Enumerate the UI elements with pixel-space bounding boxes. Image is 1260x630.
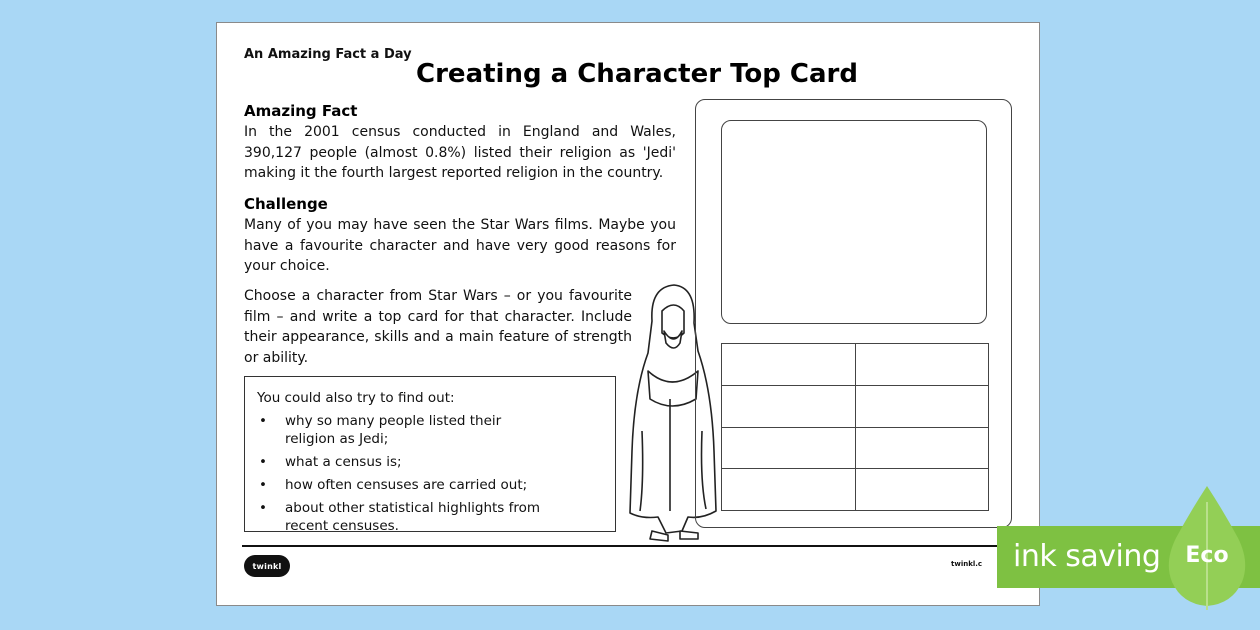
list-item-text: why so many people listed their religion as Jedi; bbox=[285, 413, 502, 447]
footer-url: twinkl.c bbox=[951, 560, 983, 568]
list-item bbox=[257, 476, 555, 494]
series-label: An Amazing Fact a Day bbox=[244, 47, 412, 62]
bullet-glyph: • bbox=[259, 500, 267, 516]
list-item-text: what a census is; bbox=[285, 454, 402, 470]
stat-cell[interactable] bbox=[855, 344, 989, 386]
bullet-glyph: • bbox=[259, 454, 267, 470]
list-item-text: about other statistical highlights from recent censuses. bbox=[285, 500, 541, 534]
stat-cell[interactable] bbox=[722, 385, 856, 427]
amazing-fact-text: In the 2001 census conducted in England and Wales, 390,127 people (almost 0.8%) listed their religion as 'Jedi' making it the fourth largest reported religion in the country. bbox=[244, 124, 676, 181]
twinkl-logo: twinkl bbox=[244, 555, 290, 577]
find-out-list bbox=[257, 412, 603, 535]
eco-label: Eco bbox=[1185, 543, 1229, 568]
top-card-frame bbox=[695, 99, 1012, 528]
stat-cell[interactable] bbox=[722, 469, 856, 511]
top-card-picture-box[interactable] bbox=[721, 120, 987, 324]
stat-cell[interactable] bbox=[855, 469, 989, 511]
stat-cell[interactable] bbox=[855, 385, 989, 427]
table-row bbox=[722, 469, 989, 511]
amazing-fact-heading: Amazing Fact bbox=[244, 102, 358, 120]
find-out-intro: You could also try to find out: bbox=[257, 390, 455, 406]
list-item bbox=[257, 453, 555, 471]
table-row bbox=[722, 385, 989, 427]
list-item bbox=[257, 499, 555, 535]
table-row bbox=[722, 427, 989, 469]
challenge-paragraph-2: Choose a character from Star Wars – or you favourite film – and write a top card for that character. Include their appearance, skills and a main feature of strength or ability. bbox=[244, 288, 632, 366]
list-item bbox=[257, 412, 555, 448]
stat-cell[interactable] bbox=[855, 427, 989, 469]
table-row bbox=[722, 344, 989, 386]
worksheet-page bbox=[216, 22, 1040, 606]
footer-divider bbox=[242, 545, 1014, 547]
find-out-box bbox=[244, 376, 616, 532]
list-item-text: how often censuses are carried out; bbox=[285, 477, 528, 493]
bullet-glyph: • bbox=[259, 413, 267, 429]
top-card-stats-table bbox=[721, 343, 989, 511]
ink-saving-text: ink saving bbox=[1013, 539, 1161, 574]
challenge-paragraph-1: Many of you may have seen the Star Wars films. Maybe you have a favourite character and have very good reasons for your choice. bbox=[244, 217, 676, 274]
stat-cell[interactable] bbox=[722, 427, 856, 469]
stat-cell[interactable] bbox=[722, 344, 856, 386]
bullet-glyph: • bbox=[259, 477, 267, 493]
challenge-heading: Challenge bbox=[244, 195, 328, 213]
page-title: Creating a Character Top Card bbox=[416, 59, 858, 89]
